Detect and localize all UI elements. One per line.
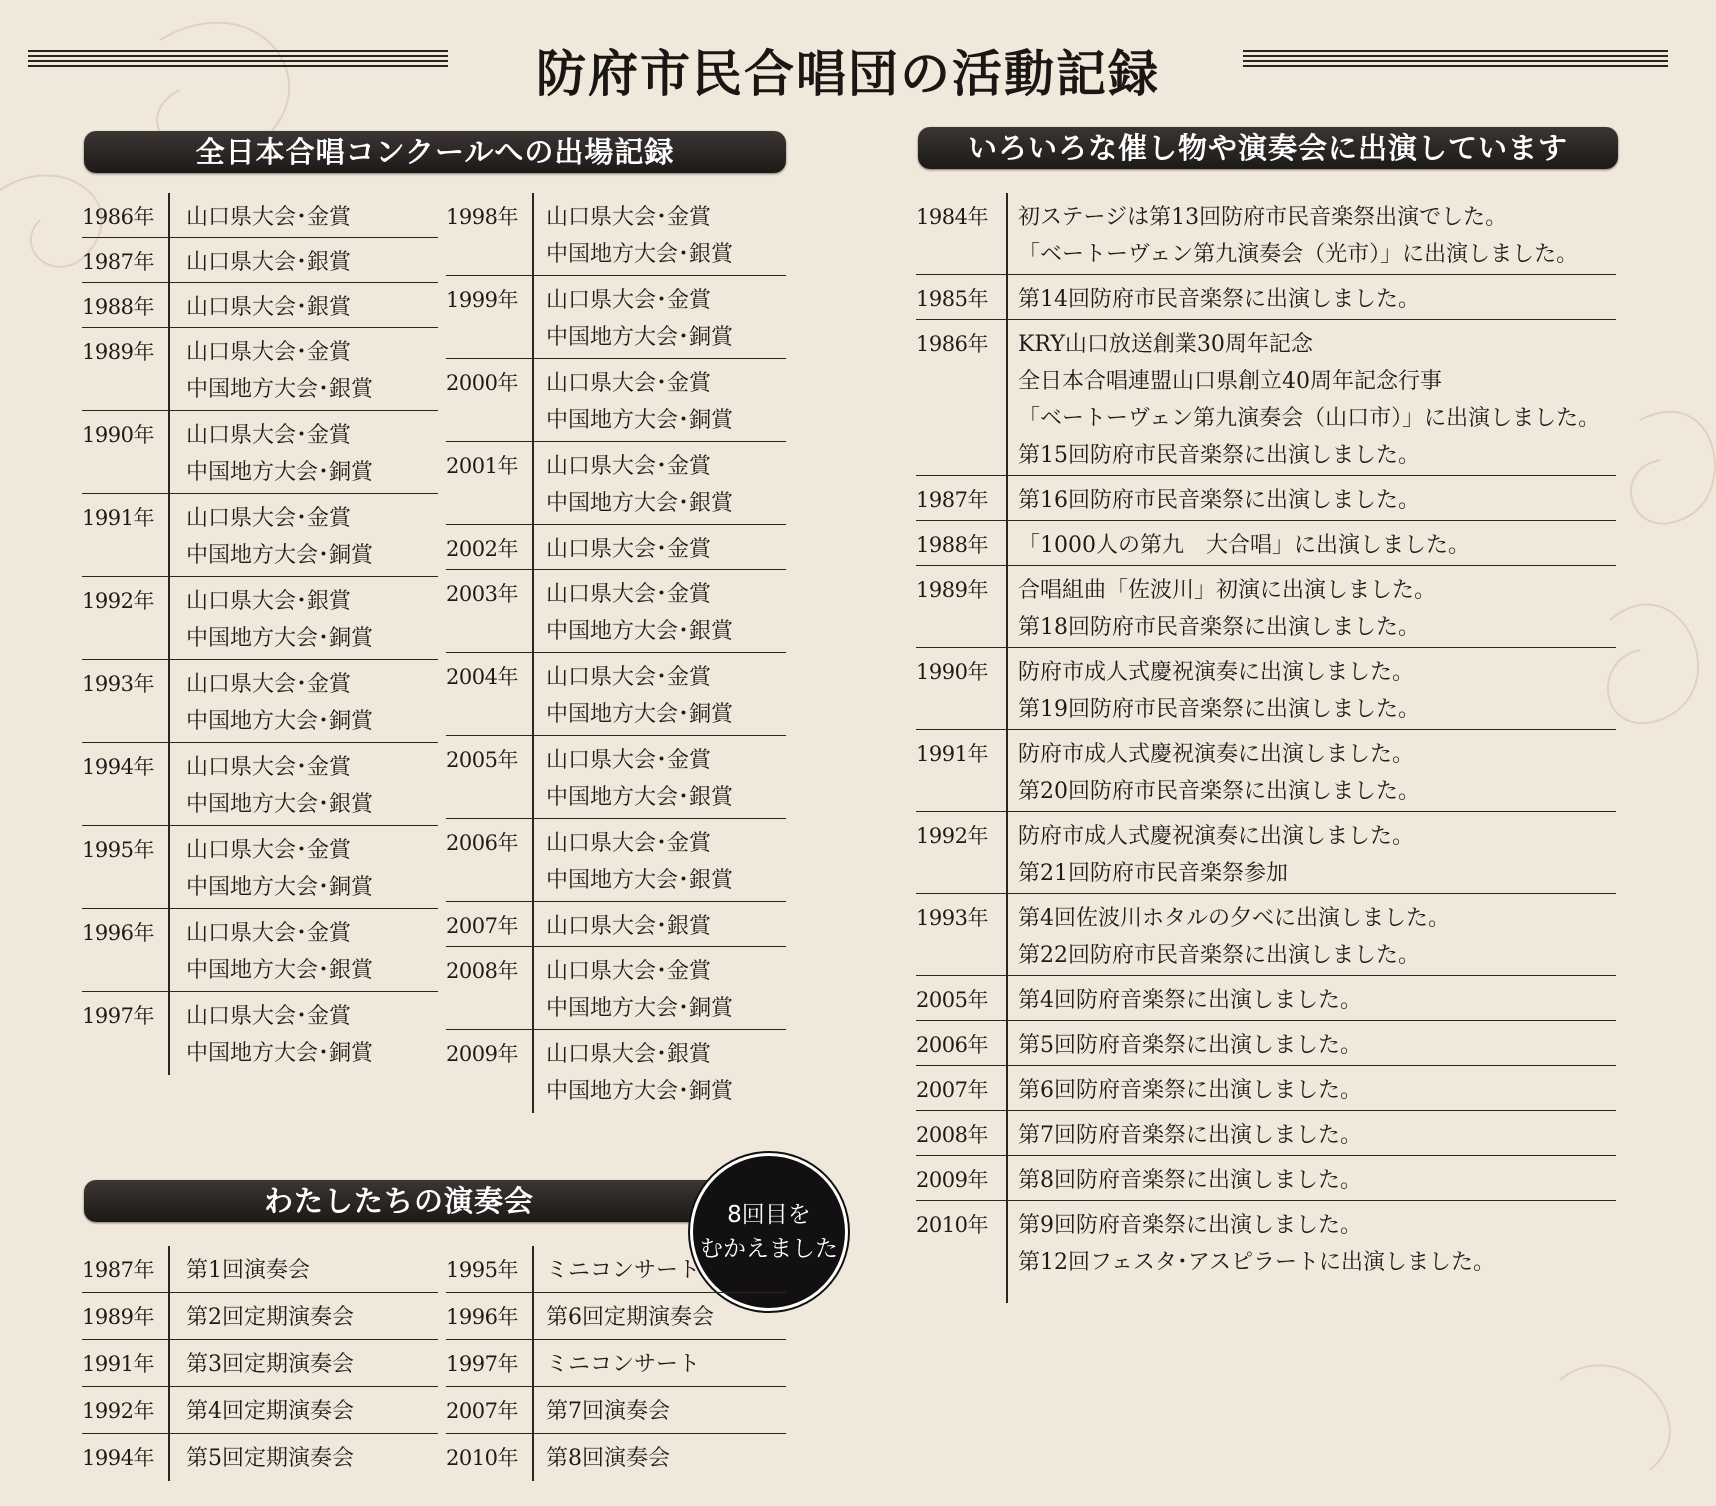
record-text [186,199,351,236]
column-divider [532,1387,534,1433]
year-label: 1993年 [916,906,988,930]
record-line: 第15回防府市民音楽祭に出演しました。 [1018,443,1420,468]
record-text [1018,1072,1362,1109]
year-label: 2002年 [446,537,518,561]
year-label: 1995年 [82,838,154,862]
column-divider [1006,1201,1008,1283]
year-label: 1991年 [82,1352,154,1376]
column-divider [1006,521,1008,565]
record-line: 山口県大会･銀賞 [546,1042,712,1067]
record-text [546,576,733,650]
column-divider [1006,1066,1008,1110]
record-text [186,1440,354,1477]
table-row [82,283,438,328]
year-label: 1990年 [82,423,154,447]
record-line: 中国地方大会･銅賞 [186,1041,374,1066]
column-divider [1006,976,1008,1020]
record-text [186,666,373,740]
table-row [446,276,786,359]
column-divider [1006,812,1008,893]
year-label: 2007年 [446,914,518,938]
column-divider [532,736,534,818]
table-row [82,328,438,411]
year-label: 1987年 [916,488,988,512]
record-text [186,244,351,281]
record-text [546,1346,700,1383]
record-line: ミニコンサート [546,1352,701,1377]
table-row [916,648,1616,730]
column-divider [532,193,534,275]
table-row [446,736,786,819]
column-divider [1006,648,1008,729]
column-divider [1006,1111,1008,1155]
record-text [546,1440,670,1477]
record-text [186,583,373,657]
record-text [546,282,733,356]
record-line: 中国地方大会･銅賞 [546,408,734,433]
column-divider [1006,193,1008,274]
year-label: 1989年 [82,1305,154,1329]
record-text [1018,982,1362,1019]
concerts-heading: わたしたちの演奏会 [84,1180,734,1222]
record-text [546,531,711,568]
record-line: 中国地方大会･銀賞 [186,377,374,402]
year-label: 2006年 [446,831,518,855]
record-line: 山口県大会･金賞 [546,288,712,313]
table-row [916,976,1616,1021]
record-line: 中国地方大会･銅賞 [186,875,374,900]
year-label: 1992年 [82,1399,154,1423]
record-text [546,742,733,816]
record-text [186,417,373,491]
column-divider [168,238,170,282]
column-divider [1006,894,1008,975]
record-line: 第7回防府音楽祭に出演しました。 [1018,1123,1362,1148]
title-rule-right [1243,50,1668,68]
record-text [1018,900,1450,974]
column-divider [532,525,534,569]
table-row [446,902,786,947]
year-label: 1994年 [82,755,154,779]
table-row [916,1021,1616,1066]
record-line: KRY山口放送創業30周年記念 [1018,332,1313,357]
record-text [1018,736,1420,810]
record-text [546,448,733,522]
record-line: 山口県大会･金賞 [546,205,712,230]
contest-table-left [82,193,438,1075]
year-label: 2008年 [446,959,518,983]
record-line: 山口県大会･金賞 [186,838,352,863]
column-divider [532,442,534,524]
column-divider [532,902,534,946]
record-line: 山口県大会･金賞 [546,371,712,396]
record-text [186,334,373,408]
record-line: 中国地方大会･銅賞 [546,702,734,727]
record-text [1018,654,1420,728]
table-row [82,909,438,992]
year-label: 1998年 [446,205,518,229]
record-line: 中国地方大会･銀賞 [546,619,734,644]
record-line: 合唱組曲「佐波川」初演に出演しました。 [1018,578,1437,603]
table-row [82,1340,438,1387]
column-divider [1006,1283,1008,1303]
record-line: 第2回定期演奏会 [186,1305,354,1330]
year-label: 1997年 [446,1352,518,1376]
record-line: 中国地方大会･銅賞 [186,543,374,568]
year-label: 1991年 [82,506,154,530]
record-line: 山口県大会･銀賞 [186,589,352,614]
column-divider [168,909,170,991]
column-divider [532,653,534,735]
record-text [1018,1207,1495,1281]
table-row [446,1293,786,1340]
record-text [1018,527,1470,564]
column-divider [532,947,534,1029]
table-row [446,525,786,570]
record-line: 第12回フェスタ･アスピラートに出演しました。 [1018,1250,1496,1275]
table-row [446,819,786,902]
record-line: 山口県大会･金賞 [546,582,712,607]
record-line: 第6回定期演奏会 [546,1305,714,1330]
record-text [1018,1162,1362,1199]
record-line: 山口県大会･金賞 [186,205,352,230]
table-row [916,1201,1616,1283]
column-divider [1006,275,1008,319]
year-label: 2007年 [446,1399,518,1423]
record-line: 第22回防府市民音楽祭に出演しました。 [1018,943,1420,968]
year-label: 2010年 [916,1213,988,1237]
record-line: 第4回定期演奏会 [186,1399,354,1424]
year-label: 1992年 [916,824,988,848]
record-text [186,915,373,989]
record-text [186,289,351,326]
record-line: 山口県大会･金賞 [186,672,352,697]
record-line: 山口県大会･金賞 [546,665,712,690]
table-row [446,653,786,736]
column-divider [1006,1021,1008,1065]
record-line: 中国地方大会･銅賞 [186,626,374,651]
column-divider [168,494,170,576]
column-divider [532,359,534,441]
record-line: 中国地方大会･銅賞 [186,460,374,485]
record-text [186,998,373,1072]
record-line: 第1回演奏会 [186,1258,310,1283]
record-line: 山口県大会･金賞 [546,454,712,479]
record-text [546,825,733,899]
record-text [546,1299,714,1336]
column-divider [532,1030,534,1113]
year-label: 1993年 [82,672,154,696]
record-line: 山口県大会･金賞 [186,755,352,780]
record-line: 中国地方大会･銅賞 [546,325,734,350]
year-label: 1991年 [916,742,988,766]
record-line: 第8回演奏会 [546,1446,670,1471]
record-line: 第16回防府市民音楽祭に出演しました。 [1018,488,1420,513]
record-line: 中国地方大会･銀賞 [186,958,374,983]
table-row [916,566,1616,648]
year-label: 2009年 [916,1168,988,1192]
record-text [1018,1117,1362,1154]
record-line: 全日本合唱連盟山口県創立40周年記念行事 [1018,369,1442,394]
column-divider [1006,476,1008,520]
column-divider [168,743,170,825]
record-text [186,1346,354,1383]
record-line: 山口県大会･金賞 [546,959,712,984]
record-line: 第5回定期演奏会 [186,1446,354,1471]
year-label: 2006年 [916,1033,988,1057]
events-heading: いろいろな催し物や演奏会に出演しています [918,127,1618,169]
table-row [82,577,438,660]
record-text [186,749,373,823]
contest-heading: 全日本合唱コンクールへの出場記録 [84,131,786,173]
year-label: 2003年 [446,582,518,606]
record-text [186,832,373,906]
record-text [1018,572,1436,646]
record-line: 「1000人の第九 大合唱」に出演しました。 [1018,533,1470,558]
record-line: 中国地方大会･銀賞 [546,491,734,516]
year-label: 1989年 [82,340,154,364]
table-row [446,947,786,1030]
column-divider [168,660,170,742]
year-label: 1988年 [82,295,154,319]
table-row [82,826,438,909]
year-label: 1986年 [916,332,988,356]
table-row [446,193,786,276]
table-row [916,476,1616,521]
year-label: 1997年 [82,1004,154,1028]
record-line: 第14回防府市民音楽祭に出演しました。 [1018,287,1420,312]
table-row [916,812,1616,894]
page-title: 防府市民合唱団の活動記録 [536,45,1160,103]
column-divider [532,1340,534,1386]
record-text [1018,1027,1362,1064]
record-line: 防府市成人式慶祝演奏に出演しました。 [1018,824,1415,849]
column-divider [168,577,170,659]
record-line: 山口県大会･金賞 [186,506,352,531]
record-text [186,1299,354,1336]
table-row [446,1030,786,1113]
column-divider [168,1293,170,1339]
column-divider [1006,1156,1008,1200]
year-label: 1985年 [916,287,988,311]
table-row [82,660,438,743]
column-divider [168,411,170,493]
year-label: 2004年 [446,665,518,689]
year-label: 1996年 [82,921,154,945]
record-line: 第9回防府音楽祭に出演しました。 [1018,1213,1362,1238]
table-row [446,359,786,442]
record-line: 中国地方大会･銅賞 [546,1079,734,1104]
record-line: ミニコンサート [546,1258,701,1283]
table-row [82,1293,438,1340]
column-divider [168,193,170,237]
table-row [916,1156,1616,1201]
table-row [916,193,1616,275]
record-line: 山口県大会･金賞 [186,340,352,365]
record-text [546,908,711,945]
year-label: 1987年 [82,250,154,274]
table-row [82,1387,438,1434]
record-text [546,1252,700,1289]
record-text [1018,482,1420,519]
record-line: 山口県大会･金賞 [546,537,712,562]
record-text [1018,818,1414,892]
column-divider [168,283,170,327]
year-label: 2005年 [916,988,988,1012]
record-text [546,1393,670,1430]
badge-line-2: むかえました [700,1236,838,1262]
table-row [446,1434,786,1481]
record-text [546,365,733,439]
column-divider [1006,320,1008,475]
table-row [446,1340,786,1387]
year-label: 2001年 [446,454,518,478]
table-row [446,1387,786,1434]
column-divider [532,1293,534,1339]
record-line: 第5回防府音楽祭に出演しました。 [1018,1033,1362,1058]
record-line: 山口県大会･銀賞 [186,250,352,275]
record-line: 山口県大会･金賞 [546,831,712,856]
column-divider [168,1387,170,1433]
record-text [546,199,733,273]
concerts-table-left [82,1246,438,1481]
year-label: 1995年 [446,1258,518,1282]
record-text [1018,326,1600,474]
year-label: 2009年 [446,1042,518,1066]
record-line: 「ベートーヴェン第九演奏会（山口市）」に出演しました。 [1018,406,1601,431]
badge-line-1: 8回目を [727,1202,811,1228]
table-row [916,894,1616,976]
record-line: 中国地方大会･銀賞 [546,785,734,810]
record-text [186,1393,354,1430]
record-line: 第7回演奏会 [546,1399,670,1424]
record-line: 山口県大会･金賞 [186,1004,352,1029]
table-row [82,992,438,1075]
record-text [186,1252,310,1289]
table-row [916,730,1616,812]
year-label: 2010年 [446,1446,518,1470]
record-line: 山口県大会･銀賞 [546,914,712,939]
column-divider [532,570,534,652]
column-divider [168,328,170,410]
year-label: 1992年 [82,589,154,613]
table-row [446,1246,786,1293]
concerts-table-right [446,1246,786,1481]
record-text [1018,199,1578,273]
year-label: 2005年 [446,748,518,772]
column-divider [168,1246,170,1292]
record-text [1018,281,1420,318]
record-line: 第19回防府市民音楽祭に出演しました。 [1018,697,1420,722]
column-divider [532,819,534,901]
record-line: 第4回佐波川ホタルの夕べに出演しました。 [1018,906,1450,931]
record-line: 防府市成人式慶祝演奏に出演しました。 [1018,660,1415,685]
year-label: 1994年 [82,1446,154,1470]
year-label: 2007年 [916,1078,988,1102]
table-row [916,1111,1616,1156]
column-divider [168,1434,170,1481]
table-row [82,238,438,283]
year-label: 1999年 [446,288,518,312]
record-line: 第20回防府市民音楽祭に出演しました。 [1018,779,1420,804]
column-divider [532,1434,534,1481]
record-line: 第6回防府音楽祭に出演しました。 [1018,1078,1362,1103]
table-row [82,1246,438,1293]
year-label: 1987年 [82,1258,154,1282]
year-label: 1986年 [82,205,154,229]
column-divider [1006,566,1008,647]
events-table [916,193,1616,1303]
title-block [28,26,1668,103]
table-row [446,570,786,653]
year-label: 2008年 [916,1123,988,1147]
record-line: 中国地方大会･銅賞 [546,996,734,1021]
table-row [916,275,1616,320]
record-line: 防府市成人式慶祝演奏に出演しました。 [1018,742,1415,767]
record-line: 第4回防府音楽祭に出演しました。 [1018,988,1362,1013]
record-line: 中国地方大会･銀賞 [186,792,374,817]
column-divider [532,1246,534,1292]
year-label: 1984年 [916,205,988,229]
record-line: 中国地方大会･銅賞 [186,709,374,734]
column-divider [168,1340,170,1386]
title-rule-left [28,50,448,68]
record-text [186,500,373,574]
record-line: 山口県大会･金賞 [546,748,712,773]
record-line: 中国地方大会･銀賞 [546,242,734,267]
table-row [82,411,438,494]
record-line: 第21回防府市民音楽祭参加 [1018,861,1288,886]
record-line: 第3回定期演奏会 [186,1352,354,1377]
year-label: 1989年 [916,578,988,602]
table-row [82,193,438,238]
year-label: 2000年 [446,371,518,395]
record-text [546,1036,733,1110]
record-line: 第18回防府市民音楽祭に出演しました。 [1018,615,1420,640]
table-row [916,320,1616,476]
table-row [82,743,438,826]
record-line: 山口県大会･銀賞 [186,295,352,320]
year-label: 1990年 [916,660,988,684]
column-divider [168,826,170,908]
column-divider [532,276,534,358]
column-divider [1006,730,1008,811]
column-divider [168,992,170,1075]
contest-table-right [446,193,786,1113]
table-row [82,1434,438,1481]
record-line: 山口県大会･金賞 [186,921,352,946]
table-row [916,1066,1616,1111]
record-text [546,659,733,733]
year-label: 1996年 [446,1305,518,1329]
record-line: 中国地方大会･銀賞 [546,868,734,893]
record-line: 山口県大会･金賞 [186,423,352,448]
table-row [916,521,1616,566]
record-text [546,953,733,1027]
record-line: 初ステージは第13回防府市民音楽祭出演でした。 [1018,205,1508,230]
record-line: 第8回防府音楽祭に出演しました。 [1018,1168,1362,1193]
table-row [446,442,786,525]
record-line: 「ベートーヴェン第九演奏会（光市）」に出演しました。 [1018,242,1579,267]
year-label: 1988年 [916,533,988,557]
table-row [82,494,438,577]
